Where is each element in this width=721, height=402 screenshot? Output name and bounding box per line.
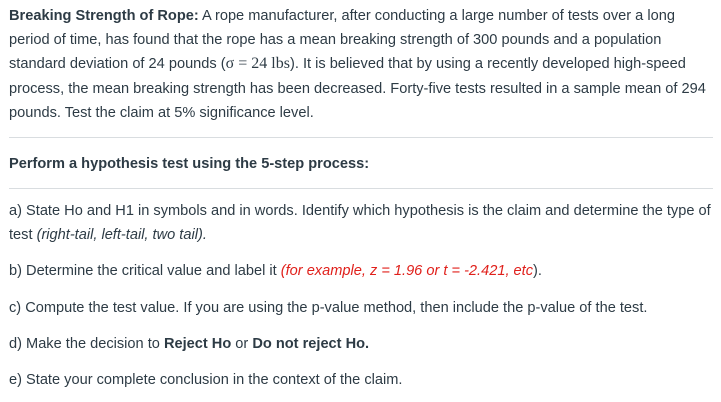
step-c-text: c) Compute the test value. If you are using the p-value method, then include the p-value of the test. xyxy=(9,299,648,316)
problem-statement xyxy=(9,4,713,125)
process-heading: Perform a hypothesis test using the 5-step process: xyxy=(9,156,370,173)
step-e-text: e) State your complete conclusion in the context of the claim. xyxy=(9,372,403,389)
step-d xyxy=(9,332,713,356)
section-divider xyxy=(9,188,713,189)
step-a-text: a) State Ho and H1 in symbols and in words. Identify which hypothesis is the claim and determine the type of test xyxy=(9,203,711,244)
problem-text-part-1: A rope manufacturer, after conducting a large number of tests over a long period of time, has found that the rope has a mean breaking strength of 300 pounds and a population standard deviation of 24 pounds ( xyxy=(9,8,675,73)
do-not-reject-ho-option: Do not reject Ho. xyxy=(252,335,370,352)
step-b-example: (for example, z = 1.96 or t = -2.421, etc xyxy=(280,263,534,280)
problem-text-part-2: ). It is believed that by using a recently developed high-speed process, the mean breaking strength has been decreased. Forty-five tests resulted in a sample mean of 294 pounds. Test the claim at 5% significance level. xyxy=(9,56,706,121)
sigma-expression: σ = 24 lbs xyxy=(225,55,290,73)
step-c xyxy=(9,296,713,320)
step-b xyxy=(9,259,713,283)
step-e xyxy=(9,368,713,392)
step-d-text: d) Make the decision to xyxy=(9,335,164,352)
problem-title: Breaking Strength of Rope: xyxy=(9,8,199,24)
step-a-test-types: (right-tail, left-tail, two tail). xyxy=(36,227,207,244)
step-b-text: b) Determine the critical value and label it xyxy=(9,263,281,280)
section-divider xyxy=(9,137,713,138)
step-d-or: or xyxy=(231,335,253,352)
step-b-end: ). xyxy=(533,263,542,280)
reject-ho-option: Reject Ho xyxy=(163,335,232,352)
step-a xyxy=(9,199,713,247)
